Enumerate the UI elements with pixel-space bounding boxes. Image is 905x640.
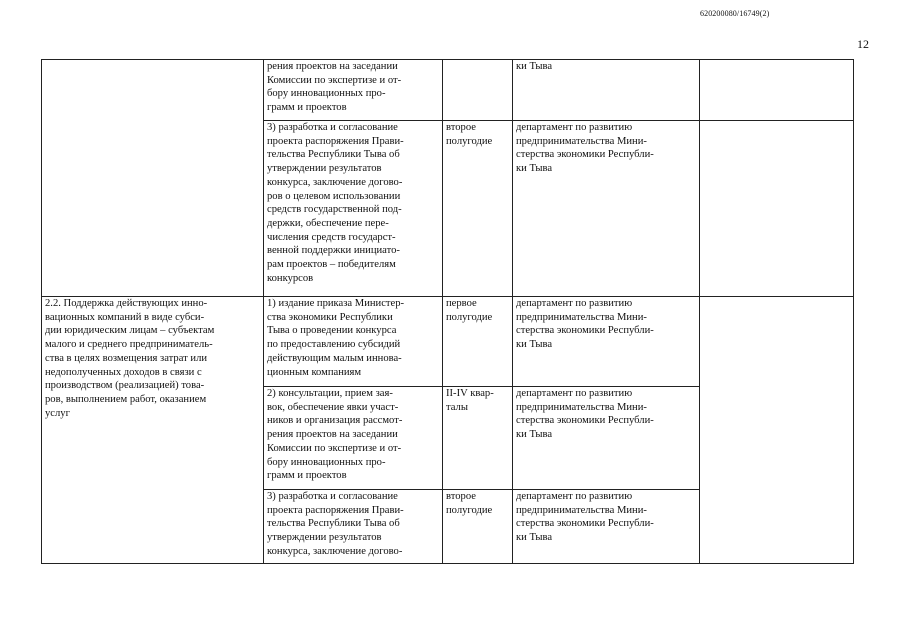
period-cell [443,60,513,121]
executor-cell: департамент по развитию предпринимательства Мини- стерства экономики Республи- ки Тыва [513,121,700,297]
table-row [42,60,854,121]
page-number: 12 [857,37,869,51]
measure-cell: 2.2. Поддержка действующих инно- вационных компаний в виде субси- дии юридическим лицам – субъектам малого и среднего предприниматель- ства в целях возмещения затрат или недополученных доходов в связи с производством (реализацией) това- ров, выполнением работ, оказанием услуг [42,297,264,564]
table-row [42,297,854,387]
executor-cell: департамент по развитию предпринимательства Мини- стерства экономики Республи- ки Тыва [513,387,700,490]
executor-cell: департамент по развитию предпринимательства Мини- стерства экономики Республи- ки Тыва [513,490,700,564]
note-cell [700,121,854,297]
executor-cell: департамент по развитию предпринимательства Мини- стерства экономики Республи- ки Тыва [513,297,700,387]
note-cell [700,297,854,564]
stage-cell: 3) разработка и согласование проекта распоряжения Прави- тельства Республики Тыва об утверждении результатов конкурса, заключение догово- ров о целевом использовании средств государственной под- держки, обеспечение пере- числения средств государст- венной поддержки инициато- рам проектов – победителям конкурсов [264,121,443,297]
stage-cell: 3) разработка и согласование проекта распоряжения Прави- тельства Республики Тыва об утверждении результатов конкурса, заключение догово- [264,490,443,564]
measure-cell [42,60,264,297]
document-id: 620200080/16749(2) [700,9,770,18]
period-cell: второе полугодие [443,490,513,564]
period-cell: первое полугодие [443,297,513,387]
period-cell: II-IV квар- талы [443,387,513,490]
period-cell: второе полугодие [443,121,513,297]
stage-cell: рения проектов на заседании Комиссии по экспертизе и от- бору инновационных про- грамм и проектов [264,60,443,121]
note-cell [700,60,854,121]
measures-table [41,59,854,564]
executor-cell: ки Тыва [513,60,700,121]
stage-cell: 2) консультации, прием зая- вок, обеспечение явки участ- ников и организация рассмот- рения проектов на заседании Комиссии по экспертизе и от- бору инновационных про- грамм и проектов [264,387,443,490]
stage-cell: 1) издание приказа Министер- ства экономики Республики Тыва о проведении конкурса по предоставлению субсидий действующим малым иннова- ционным компаниям [264,297,443,387]
